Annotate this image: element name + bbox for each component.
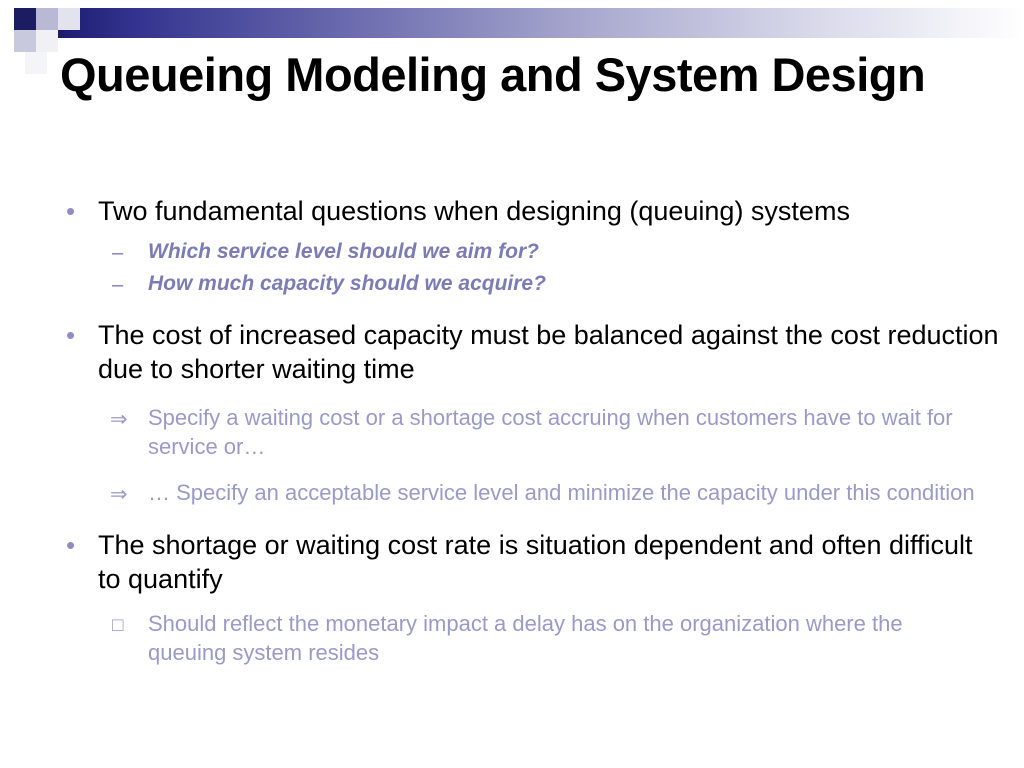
double-arrow-icon: ⇒ bbox=[110, 483, 128, 507]
slide-body bbox=[60, 190, 1000, 667]
bullet-marker-dot: • bbox=[66, 530, 76, 561]
bullet-text: Specify a waiting cost or a shortage cost accruing when customers have to wait for service or… bbox=[148, 405, 953, 459]
bullet-item-3 bbox=[60, 528, 1000, 596]
bullet-item-3-sub-1 bbox=[60, 610, 1000, 667]
bullet-item-2-sub-1 bbox=[60, 404, 1000, 461]
decor-square-4 bbox=[14, 30, 36, 52]
bullet-marker-dash: – bbox=[112, 242, 124, 265]
bullet-text: Should reflect the monetary impact a delay has on the organization where the queuing system resides bbox=[148, 611, 903, 665]
bullet-item-2 bbox=[60, 318, 1000, 386]
header-band-decoration bbox=[56, 8, 1024, 38]
bullet-item-1-sub-1 bbox=[60, 238, 1000, 268]
slide-title: Queueing Modeling and System Design bbox=[60, 48, 926, 101]
decor-square-2 bbox=[36, 8, 58, 30]
bullet-text: Which service level should we aim for? bbox=[148, 240, 539, 264]
decor-square-3 bbox=[58, 8, 80, 30]
decor-square-1 bbox=[14, 8, 36, 30]
bullet-text: Two fundamental questions when designing (queuing) systems bbox=[98, 196, 850, 226]
bullet-text: … Specify an acceptable service level and minimize the capacity under this condition bbox=[148, 480, 975, 506]
bullet-item-1-sub-2 bbox=[60, 270, 1000, 300]
bullet-item-2-sub-2 bbox=[60, 479, 1000, 510]
bullet-marker-dot: • bbox=[66, 196, 76, 226]
bullet-text: The shortage or waiting cost rate is situation dependent and often difficult to quantify bbox=[98, 530, 973, 595]
decor-square-5 bbox=[36, 30, 58, 52]
decor-square-6 bbox=[25, 52, 47, 74]
bullet-marker-dot: • bbox=[66, 320, 76, 351]
bullet-item-1 bbox=[60, 194, 1000, 228]
double-arrow-icon: ⇒ bbox=[110, 408, 128, 432]
bullet-marker-dash: – bbox=[112, 274, 124, 297]
bullet-text: The cost of increased capacity must be balanced against the cost reduction due to shorter waiting time bbox=[98, 320, 999, 385]
square-bullet-icon: □ bbox=[112, 615, 124, 637]
bullet-text: How much capacity should we acquire? bbox=[148, 272, 546, 296]
